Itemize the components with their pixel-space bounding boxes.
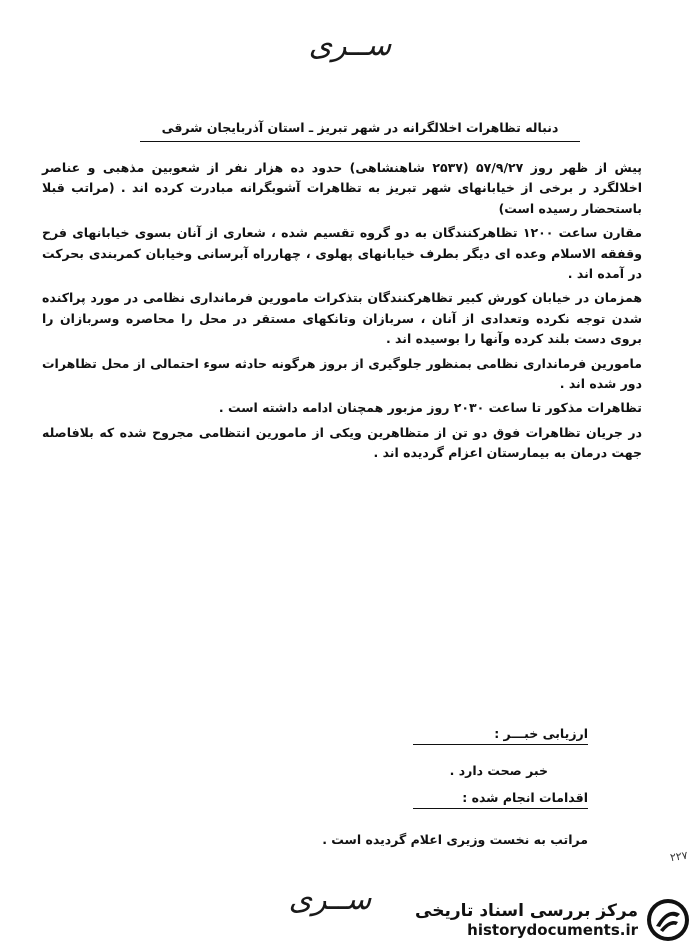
paragraph: پیش از ظهر روز ۵۷/۹/۲۷ (۲۵۳۷ شاهنشاهی) حدود ده هزار نفر از شعوبین مذهبی و عناصر اخلالگرد ر برخی از خیابانهای شهر تبریز به تظاهرات آشوبگرانه مبادرت کرده اند . (مراتب قبلا باستحضار رسیده است) — [42, 160, 642, 216]
classification-stamp-bottom: ســری — [288, 882, 372, 917]
watermark — [402, 895, 692, 945]
document-title: دنباله تظاهرات اخلالگرانه در شهر تبریز ـ استان آذربایجان شرقی — [140, 120, 580, 142]
document-body — [42, 158, 642, 468]
actions-label: اقدامات انجام شده : — [413, 790, 588, 809]
evaluation-value: خبر صحت دارد . — [449, 763, 548, 778]
classification-stamp-top: ســری — [308, 28, 392, 63]
watermark-url: historydocuments.ir — [467, 921, 638, 939]
evaluation-section — [278, 726, 588, 839]
paragraph: مقارن ساعت ۱۲۰۰ تظاهرکنندگان به دو گروه تقسیم شده ، شعاری از آنان بسوی خیابانهای فرح وقفقه الاسلام وعده ای دیگر بطرف خیابانهای پهلوی ، چهارراه آبرسانی وخیابان کمربندی بحرکت در آمده اند . — [42, 225, 642, 282]
paragraph: همزمان در خیابان کورش کبیر تظاهرکنندگان بتذکرات مامورین فرمانداری نظامی در مورد پراکنده شدن توجه نکرده وتعدادی از آنان ، سربازان وتانکهای مستقر در محل را محاصره وسربازان را بروی دست بلند کرده وآنها را بوسیده اند . — [42, 290, 642, 347]
paragraph: تظاهرات مذکور تا ساعت ۲۰۳۰ روز مزبور همچنان ادامه داشته است . — [218, 400, 642, 416]
evaluation-label: ارزیابی خبـــر : — [413, 726, 588, 745]
archive-logo-icon — [644, 896, 692, 944]
actions-value: مراتب به نخست وزیری اعلام گردیده است . — [322, 832, 588, 847]
paragraph: مامورین فرمانداری نظامی بمنظور جلوگیری از بروز هرگونه حادثه سوء احتمالی از محل تظاهرات دور شده اند . — [42, 355, 642, 392]
page-number: ۲۲۷ — [669, 848, 689, 865]
paragraph: در جریان تظاهرات فوق دو تن از متظاهرین ویکی از مامورین انتظامی مجروح شده که بلافاصله جهت درمان به بیمارستان اعزام گردیده اند . — [42, 424, 642, 461]
watermark-name: مرکز بررسی اسناد تاریخی — [415, 901, 638, 921]
